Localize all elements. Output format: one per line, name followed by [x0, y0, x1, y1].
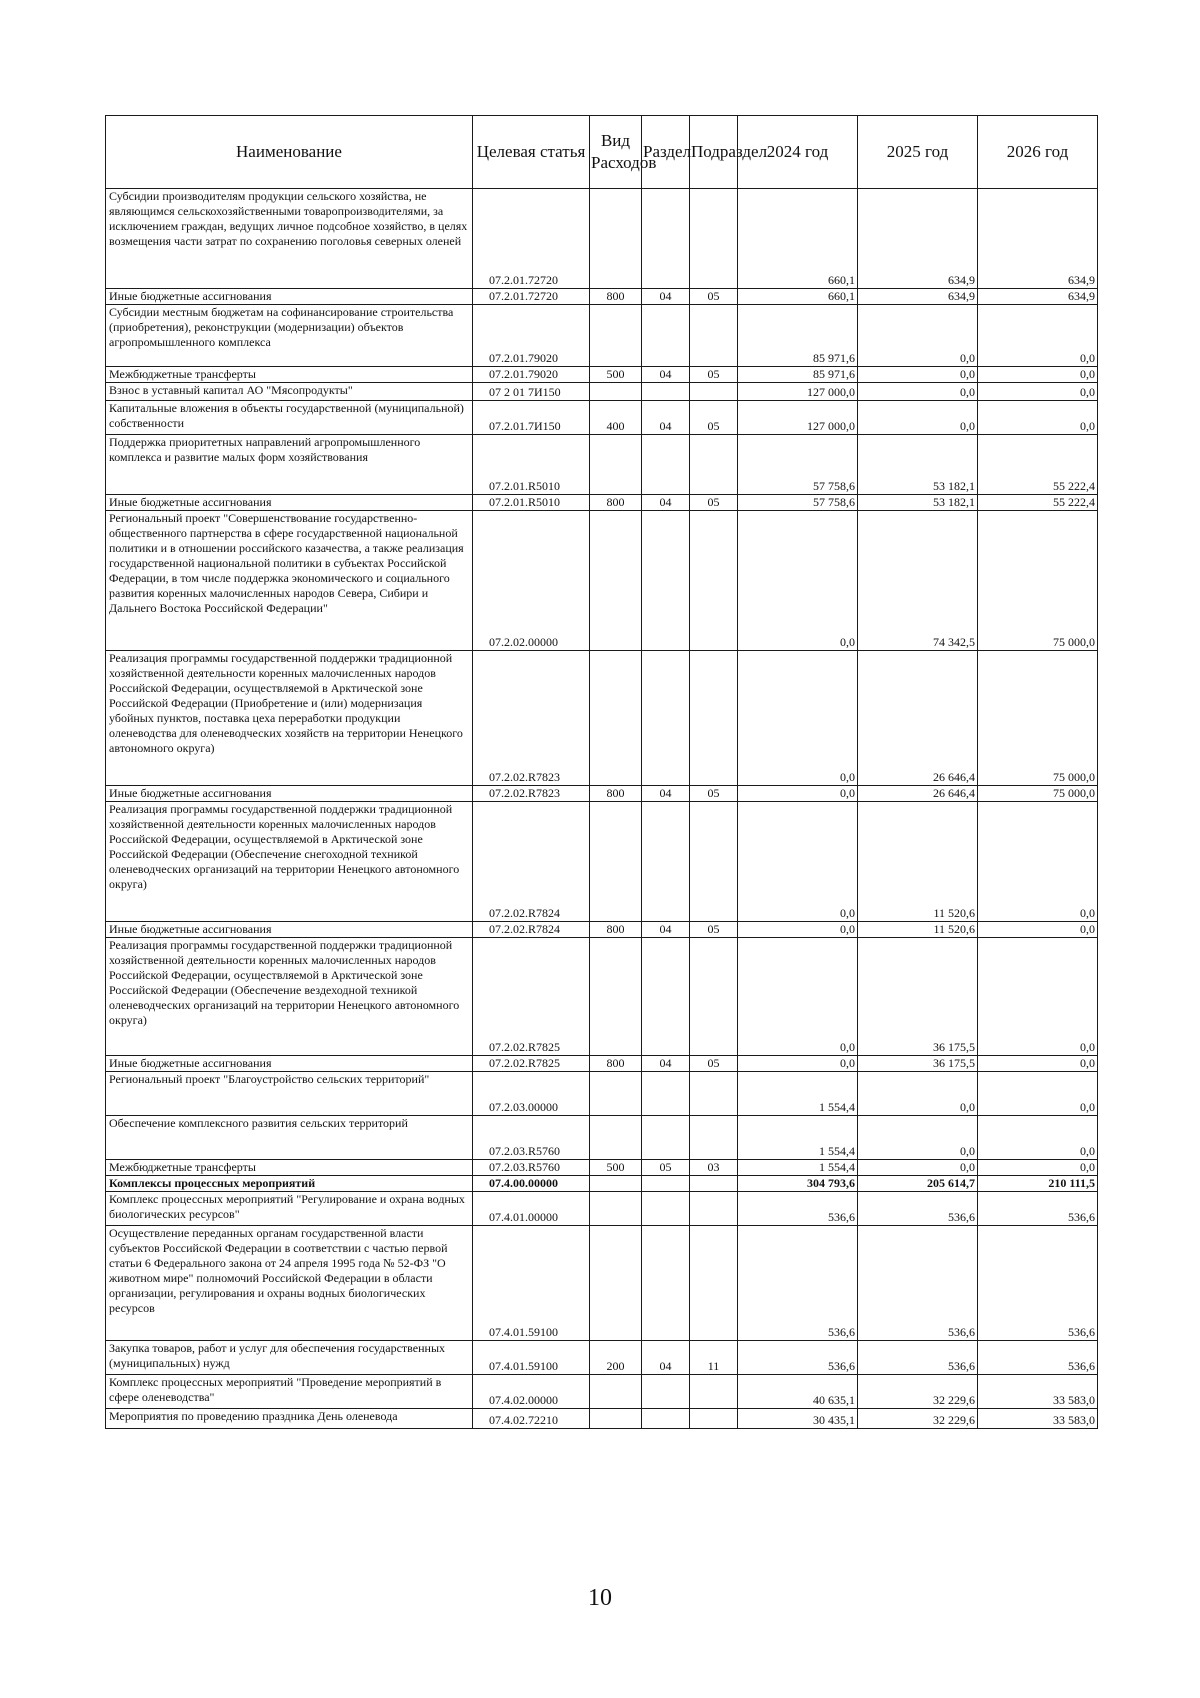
row-subsection-cell [690, 383, 738, 401]
row-name-cell: Осуществление переданных органам государственной власти субъектов Российской Федерации в соответствии с частью первой статьи 6 Федерального закона от 24 апреля 1995 года № 52-ФЗ "О животном мире" полномочий Российской Федерации в области организации, регулирования и охраны водных биологических ресурсов [106, 1226, 473, 1341]
row-section-cell [642, 1226, 690, 1341]
row-subsection-cell: 05 [690, 1056, 738, 1072]
table-row [106, 651, 1098, 786]
row-code-cell: 07.2.02.R7825 [473, 1056, 590, 1072]
row-2025-cell: 36 175,5 [858, 1056, 978, 1072]
table-row [106, 305, 1098, 367]
row-expense-type-cell [590, 1116, 642, 1160]
row-2025-cell: 536,6 [858, 1192, 978, 1226]
row-subsection-cell [690, 511, 738, 651]
row-name-cell: Субсидии местным бюджетам на софинансирование строительства (приобретения), реконструкции (модернизации) объектов агропромышленного комплекса [106, 305, 473, 367]
row-subsection-cell [690, 1072, 738, 1116]
row-code-cell: 07.2.03.R5760 [473, 1116, 590, 1160]
row-2026-cell: 33 583,0 [978, 1375, 1098, 1409]
row-subsection-cell: 05 [690, 922, 738, 938]
row-expense-type-cell [590, 1176, 642, 1192]
row-name-cell: Реализация программы государственной поддержки традиционной хозяйственной деятельности коренных малочисленных народов Российской Федерации, осуществляемой в Арктической зоне Российской Федерации (Обеспечение снегоходной техникой оленеводческих организаций на территории Ненецкого автономного округа) [106, 802, 473, 922]
row-2025-cell: 11 520,6 [858, 802, 978, 922]
row-2024-cell: 660,1 [738, 289, 858, 305]
row-section-cell: 04 [642, 786, 690, 802]
row-expense-type-cell: 800 [590, 1056, 642, 1072]
row-section-cell [642, 651, 690, 786]
row-2024-cell: 0,0 [738, 922, 858, 938]
row-expense-type-cell: 800 [590, 495, 642, 511]
row-2026-cell: 75 000,0 [978, 651, 1098, 786]
row-name-cell: Иные бюджетные ассигнования [106, 922, 473, 938]
table-row [106, 511, 1098, 651]
row-2024-cell: 40 635,1 [738, 1375, 858, 1409]
row-name-cell: Региональный проект "Совершенствование государственно-общественного партнерства в сфере государственной национальной политики и в отношении российского казачества, а также реализация государственной национальной политики в субъектах Российской Федерации, в том числе поддержка экономического и социального развития коренных малочисленных народов Севера, Сибири и Дальнего Востока Российской Федерации" [106, 511, 473, 651]
row-subsection-cell [690, 435, 738, 495]
row-section-cell [642, 383, 690, 401]
row-name-cell: Капитальные вложения в объекты государственной (муниципальной) собственности [106, 401, 473, 435]
row-2024-cell: 1 554,4 [738, 1160, 858, 1176]
row-subsection-cell [690, 802, 738, 922]
table-row [106, 289, 1098, 305]
row-section-cell: 04 [642, 495, 690, 511]
row-2025-cell: 36 175,5 [858, 938, 978, 1056]
row-subsection-cell [690, 1409, 738, 1429]
table-row [106, 1409, 1098, 1429]
row-code-cell: 07.2.01.7И150 [473, 401, 590, 435]
table-row [106, 922, 1098, 938]
row-expense-type-cell [590, 189, 642, 289]
row-subsection-cell: 05 [690, 367, 738, 383]
row-section-cell [642, 1375, 690, 1409]
row-2024-cell: 127 000,0 [738, 383, 858, 401]
row-expense-type-cell [590, 435, 642, 495]
table-row [106, 189, 1098, 289]
row-2025-cell: 26 646,4 [858, 786, 978, 802]
row-2026-cell: 634,9 [978, 289, 1098, 305]
row-code-cell: 07.2.02.R7823 [473, 786, 590, 802]
row-2025-cell: 0,0 [858, 1116, 978, 1160]
row-2025-cell: 0,0 [858, 1160, 978, 1176]
row-name-cell: Мероприятия по проведению праздника День оленевода [106, 1409, 473, 1429]
row-section-cell [642, 189, 690, 289]
row-code-cell: 07.4.01.59100 [473, 1226, 590, 1341]
table-row [106, 1176, 1098, 1192]
row-2026-cell: 0,0 [978, 305, 1098, 367]
row-name-cell: Реализация программы государственной поддержки традиционной хозяйственной деятельности коренных малочисленных народов Российской Федерации, осуществляемой в Арктической зоне Российской Федерации (Обеспечение вездеходной техникой оленеводческих организаций на территории Ненецкого автономного округа) [106, 938, 473, 1056]
row-subsection-cell [690, 305, 738, 367]
row-subsection-cell: 11 [690, 1341, 738, 1375]
row-name-cell: Комплексы процессных мероприятий [106, 1176, 473, 1192]
row-code-cell: 07.4.01.00000 [473, 1192, 590, 1226]
table-row [106, 802, 1098, 922]
row-2026-cell: 55 222,4 [978, 495, 1098, 511]
row-2025-cell: 11 520,6 [858, 922, 978, 938]
row-2026-cell: 0,0 [978, 383, 1098, 401]
row-subsection-cell: 05 [690, 401, 738, 435]
row-code-cell: 07.2.01.79020 [473, 367, 590, 383]
row-2026-cell: 0,0 [978, 922, 1098, 938]
row-2026-cell: 0,0 [978, 1160, 1098, 1176]
row-2024-cell: 536,6 [738, 1192, 858, 1226]
row-name-cell: Комплекс процессных мероприятий "Проведение мероприятий в сфере оленеводства" [106, 1375, 473, 1409]
table-row [106, 435, 1098, 495]
row-2024-cell: 1 554,4 [738, 1072, 858, 1116]
table-row [106, 786, 1098, 802]
header-2025: 2025 год [858, 116, 978, 189]
row-2026-cell: 536,6 [978, 1192, 1098, 1226]
row-expense-type-cell: 800 [590, 922, 642, 938]
row-name-cell: Межбюджетные трансферты [106, 367, 473, 383]
row-expense-type-cell [590, 938, 642, 1056]
row-expense-type-cell [590, 511, 642, 651]
row-2026-cell: 0,0 [978, 1072, 1098, 1116]
row-2024-cell: 0,0 [738, 651, 858, 786]
row-expense-type-cell [590, 1072, 642, 1116]
row-2025-cell: 53 182,1 [858, 495, 978, 511]
row-section-cell [642, 1116, 690, 1160]
table-row [106, 1072, 1098, 1116]
header-subsection: Подраздел [690, 116, 738, 189]
row-2024-cell: 0,0 [738, 938, 858, 1056]
row-subsection-cell [690, 1192, 738, 1226]
table-row [106, 1160, 1098, 1176]
row-expense-type-cell [590, 305, 642, 367]
row-2025-cell: 0,0 [858, 383, 978, 401]
row-2024-cell: 57 758,6 [738, 495, 858, 511]
row-2026-cell: 634,9 [978, 189, 1098, 289]
row-2024-cell: 660,1 [738, 189, 858, 289]
row-2025-cell: 634,9 [858, 189, 978, 289]
row-section-cell [642, 435, 690, 495]
row-subsection-cell: 05 [690, 495, 738, 511]
row-expense-type-cell [590, 1192, 642, 1226]
row-2025-cell: 0,0 [858, 305, 978, 367]
row-code-cell: 07.2.02.R7824 [473, 802, 590, 922]
header-section: Раздел [642, 116, 690, 189]
row-2025-cell: 32 229,6 [858, 1409, 978, 1429]
row-subsection-cell [690, 1375, 738, 1409]
table-row [106, 401, 1098, 435]
row-subsection-cell [690, 1116, 738, 1160]
row-subsection-cell: 03 [690, 1160, 738, 1176]
row-2024-cell: 85 971,6 [738, 367, 858, 383]
row-code-cell: 07.4.00.00000 [473, 1176, 590, 1192]
row-name-cell: Комплекс процессных мероприятий "Регулирование и охрана водных биологических ресурсов" [106, 1192, 473, 1226]
row-name-cell: Реализация программы государственной поддержки традиционной хозяйственной деятельности коренных малочисленных народов Российской Федерации, осуществляемой в Арктической зоне Российской Федерации (Приобретение и (или) модернизация убойных пунктов, поставка цеха переработки продукции оленеводства для оленеводческих хозяйств на территории Ненецкого автономного округа) [106, 651, 473, 786]
row-2026-cell: 55 222,4 [978, 435, 1098, 495]
header-expense-type: Вид Расходов [590, 116, 642, 189]
row-2024-cell: 536,6 [738, 1341, 858, 1375]
row-section-cell [642, 802, 690, 922]
row-2024-cell: 0,0 [738, 1056, 858, 1072]
row-name-cell: Взнос в уставный капитал АО "Мясопродукты" [106, 383, 473, 401]
row-2025-cell: 634,9 [858, 289, 978, 305]
row-2025-cell: 74 342,5 [858, 511, 978, 651]
row-2026-cell: 33 583,0 [978, 1409, 1098, 1429]
row-code-cell: 07.2.01.R5010 [473, 495, 590, 511]
row-code-cell: 07.2.02.R7823 [473, 651, 590, 786]
row-code-cell: 07.2.02.R7824 [473, 922, 590, 938]
row-code-cell: 07.2.03.00000 [473, 1072, 590, 1116]
row-name-cell: Иные бюджетные ассигнования [106, 1056, 473, 1072]
row-2025-cell: 32 229,6 [858, 1375, 978, 1409]
row-2025-cell: 26 646,4 [858, 651, 978, 786]
row-code-cell: 07.4.01.59100 [473, 1341, 590, 1375]
row-2026-cell: 0,0 [978, 802, 1098, 922]
row-2024-cell: 127 000,0 [738, 401, 858, 435]
row-2025-cell: 536,6 [858, 1341, 978, 1375]
row-expense-type-cell: 800 [590, 786, 642, 802]
table-row [106, 1341, 1098, 1375]
row-subsection-cell: 05 [690, 786, 738, 802]
row-section-cell: 04 [642, 401, 690, 435]
row-2025-cell: 53 182,1 [858, 435, 978, 495]
row-code-cell: 07.2.01.R5010 [473, 435, 590, 495]
row-2025-cell: 0,0 [858, 367, 978, 383]
row-section-cell [642, 305, 690, 367]
row-subsection-cell [690, 651, 738, 786]
row-name-cell: Региональный проект "Благоустройство сельских территорий" [106, 1072, 473, 1116]
row-subsection-cell: 05 [690, 289, 738, 305]
row-section-cell: 04 [642, 367, 690, 383]
row-2026-cell: 0,0 [978, 401, 1098, 435]
row-2024-cell: 85 971,6 [738, 305, 858, 367]
row-section-cell: 05 [642, 1160, 690, 1176]
row-code-cell: 07.2.01.79020 [473, 305, 590, 367]
header-target: Целевая статья [473, 116, 590, 189]
table-header-row [106, 116, 1098, 189]
table-row [106, 1056, 1098, 1072]
row-2024-cell: 0,0 [738, 802, 858, 922]
row-code-cell: 07.2.02.R7825 [473, 938, 590, 1056]
row-2026-cell: 0,0 [978, 367, 1098, 383]
row-expense-type-cell [590, 802, 642, 922]
row-section-cell: 04 [642, 922, 690, 938]
row-expense-type-cell [590, 383, 642, 401]
row-name-cell: Поддержка приоритетных направлений агропромышленного комплекса и развитие малых форм хозяйствования [106, 435, 473, 495]
row-name-cell: Иные бюджетные ассигнования [106, 289, 473, 305]
table-body [106, 189, 1098, 1429]
row-2024-cell: 1 554,4 [738, 1116, 858, 1160]
row-name-cell: Межбюджетные трансферты [106, 1160, 473, 1176]
row-expense-type-cell: 500 [590, 367, 642, 383]
table-row [106, 1226, 1098, 1341]
table-row [106, 938, 1098, 1056]
row-expense-type-cell: 500 [590, 1160, 642, 1176]
row-2025-cell: 205 614,7 [858, 1176, 978, 1192]
row-name-cell: Субсидии производителям продукции сельского хозяйства, не являющимся сельскохозяйственными товаропроизводителями, за исключением граждан, ведущих личное подсобное хозяйство, в целях возмещения части затрат по сохранению поголовья северных оленей [106, 189, 473, 289]
budget-table [105, 115, 1098, 1429]
row-code-cell: 07.4.02.72210 [473, 1409, 590, 1429]
row-code-cell: 07.4.02.00000 [473, 1375, 590, 1409]
row-section-cell [642, 1072, 690, 1116]
table-row [106, 1375, 1098, 1409]
row-2024-cell: 57 758,6 [738, 435, 858, 495]
row-2026-cell: 536,6 [978, 1226, 1098, 1341]
page-number: 10 [588, 1585, 612, 1611]
row-2024-cell: 0,0 [738, 511, 858, 651]
row-section-cell [642, 1409, 690, 1429]
row-section-cell: 04 [642, 289, 690, 305]
row-2025-cell: 0,0 [858, 401, 978, 435]
row-2026-cell: 75 000,0 [978, 511, 1098, 651]
row-subsection-cell [690, 1176, 738, 1192]
row-name-cell: Закупка товаров, работ и услуг для обеспечения государственных (муниципальных) нужд [106, 1341, 473, 1375]
row-2025-cell: 536,6 [858, 1226, 978, 1341]
row-section-cell [642, 511, 690, 651]
row-code-cell: 07.2.01.72720 [473, 189, 590, 289]
row-2026-cell: 536,6 [978, 1341, 1098, 1375]
row-expense-type-cell [590, 1409, 642, 1429]
table-row [106, 495, 1098, 511]
table-row [106, 1192, 1098, 1226]
row-2026-cell: 0,0 [978, 1116, 1098, 1160]
header-name: Наименование [106, 116, 473, 189]
row-2024-cell: 30 435,1 [738, 1409, 858, 1429]
row-code-cell: 07 2 01 7И150 [473, 383, 590, 401]
row-expense-type-cell: 200 [590, 1341, 642, 1375]
row-2026-cell: 210 111,5 [978, 1176, 1098, 1192]
row-name-cell: Иные бюджетные ассигнования [106, 495, 473, 511]
row-section-cell [642, 1192, 690, 1226]
row-2024-cell: 304 793,6 [738, 1176, 858, 1192]
row-expense-type-cell [590, 1375, 642, 1409]
row-subsection-cell [690, 189, 738, 289]
row-code-cell: 07.2.02.00000 [473, 511, 590, 651]
row-2025-cell: 0,0 [858, 1072, 978, 1116]
row-2026-cell: 75 000,0 [978, 786, 1098, 802]
table-row [106, 1116, 1098, 1160]
row-2026-cell: 0,0 [978, 1056, 1098, 1072]
row-2026-cell: 0,0 [978, 938, 1098, 1056]
row-2024-cell: 0,0 [738, 786, 858, 802]
row-subsection-cell [690, 1226, 738, 1341]
row-name-cell: Иные бюджетные ассигнования [106, 786, 473, 802]
header-2024: 2024 год [738, 116, 858, 189]
row-section-cell [642, 938, 690, 1056]
row-expense-type-cell: 400 [590, 401, 642, 435]
table-row [106, 367, 1098, 383]
row-subsection-cell [690, 938, 738, 1056]
row-section-cell [642, 1176, 690, 1192]
row-expense-type-cell [590, 1226, 642, 1341]
row-code-cell: 07.2.01.72720 [473, 289, 590, 305]
row-section-cell: 04 [642, 1341, 690, 1375]
row-name-cell: Обеспечение комплексного развития сельских территорий [106, 1116, 473, 1160]
row-expense-type-cell [590, 651, 642, 786]
row-expense-type-cell: 800 [590, 289, 642, 305]
header-2026: 2026 год [978, 116, 1098, 189]
row-code-cell: 07.2.03.R5760 [473, 1160, 590, 1176]
table-row [106, 383, 1098, 401]
row-2024-cell: 536,6 [738, 1226, 858, 1341]
row-section-cell: 04 [642, 1056, 690, 1072]
